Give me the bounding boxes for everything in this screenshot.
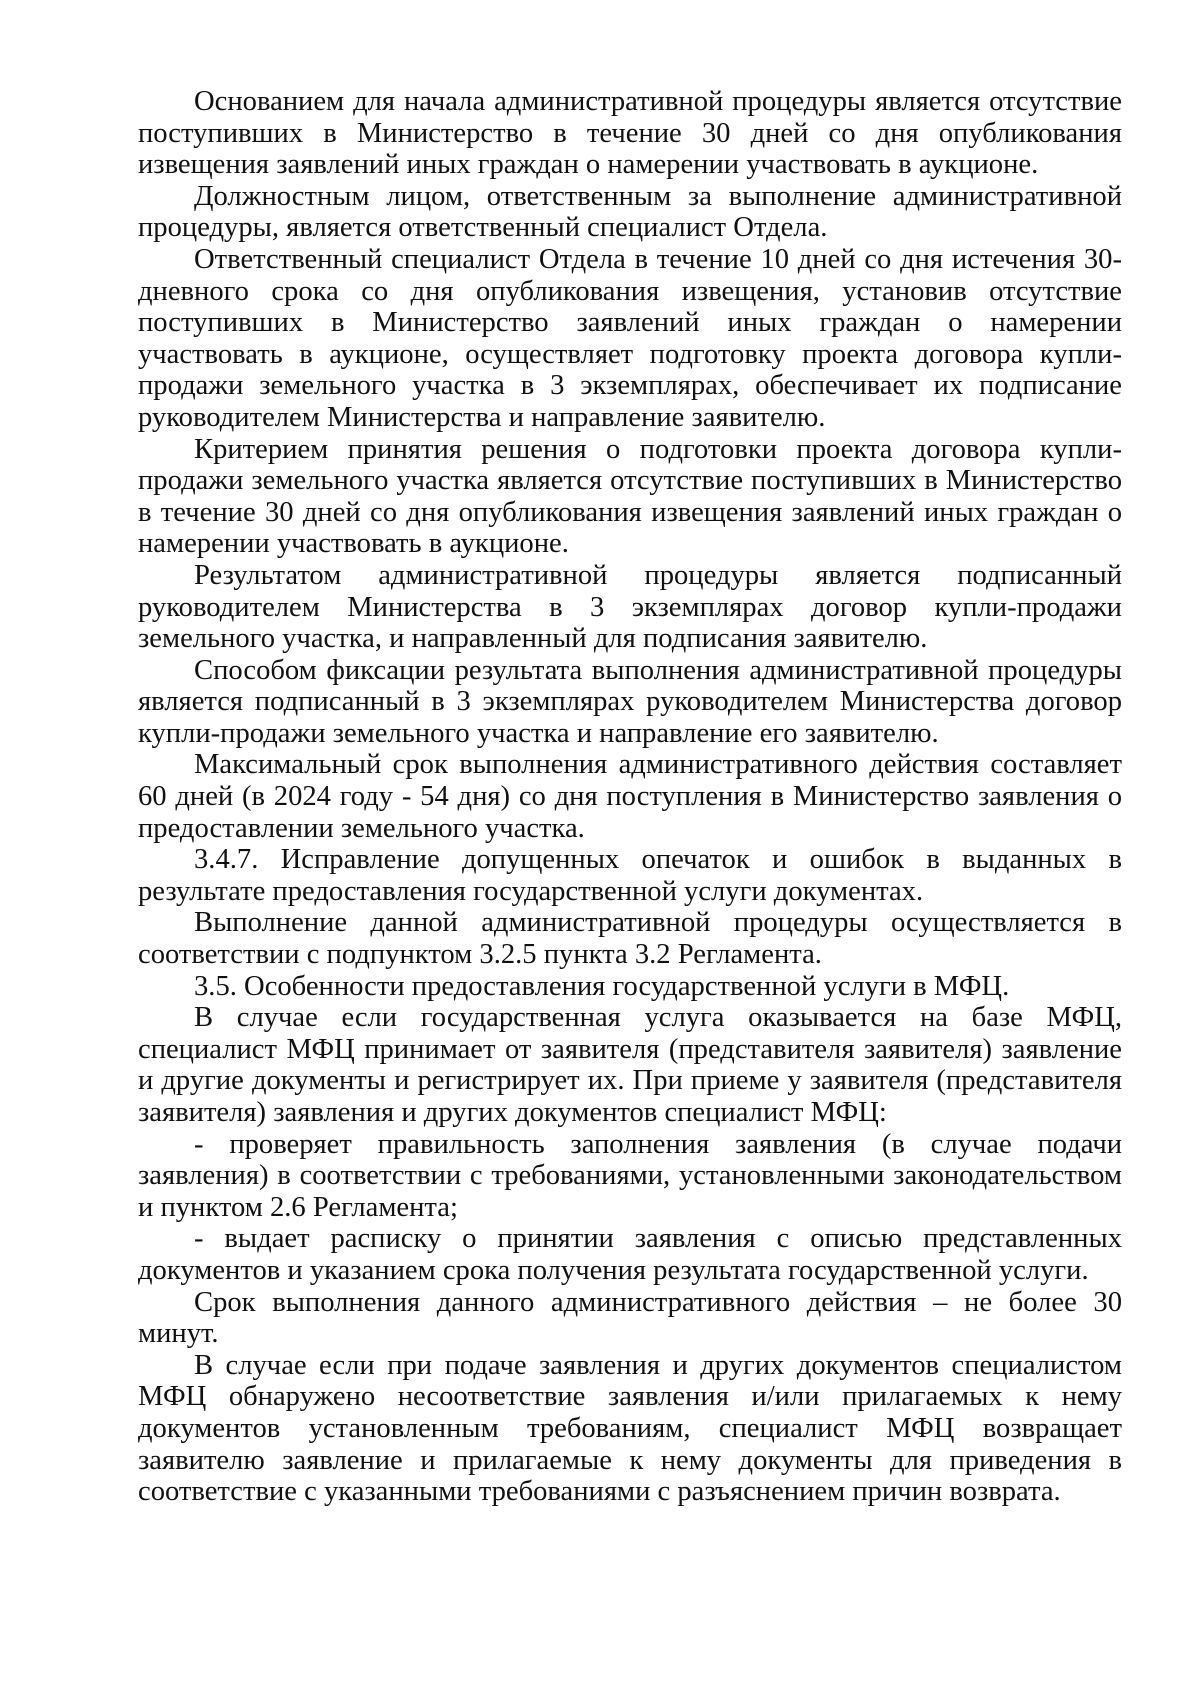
list-item-check-application: - проверяет правильность заполнения заявления (в случае подачи заявления) в соответствии с требованиями, установленными законодательством и пунктом 2.6 Регламента;: [138, 1128, 1122, 1223]
paragraph-procedure-basis: Основанием для начала административной процедуры является отсутствие поступивших в Министерство в течение 30 дней со дня опубликования извещения заявлений иных граждан о намерении участвовать в аукционе.: [138, 86, 1122, 181]
paragraph-responsible-official: Должностным лицом, ответственным за выполнение административной процедуры, является ответственный специалист Отдела.: [138, 180, 1122, 244]
paragraph-section-3-5: 3.5. Особенности предоставления государственной услуги в МФЦ.: [194, 970, 1010, 1002]
paragraph-procedure-result: Результатом административной процедуры является подписанный руководителем Министерства в 3 экземплярах договор купли-продажи земельного участка, и направленный для подписания заявителю.: [138, 559, 1122, 655]
paragraph-section-3-4-7: 3.4.7. Исправление допущенных опечаток и ошибок в выданных в результате предоставления государственной услуги документах.: [138, 844, 1122, 907]
paragraph-procedure-execution: Выполнение данной административной процедуры осуществляется в соответствии с подпунктом 3.2.5 пункта 3.2 Регламента.: [138, 907, 1122, 971]
paragraph-result-fixation: Способом фиксации результата выполнения административной процедуры является подписанный в 3 экземплярах руководителем Министерства договор купли-продажи земельного участка и направление его заявителю.: [138, 654, 1122, 749]
document-body: [138, 86, 1122, 1508]
paragraph-mfc-acceptance: В случае если государственная услуга оказывается на базе МФЦ, специалист МФЦ принимает от заявителя (представителя заявителя) заявление и другие документы и регистрирует их. При приеме у заявителя (представителя заявителя) заявления и других документов специалист МФЦ:: [138, 1002, 1122, 1128]
paragraph-maximum-term: Максимальный срок выполнения административного действия составляет 60 дней (в 2024 году - 54 дня) со дня поступления в Министерство заявления о предоставлении земельного участка.: [138, 749, 1122, 844]
list-item-issue-receipt: - выдает расписку о принятии заявления с описью представленных документов и указанием срока получения результата государственной услуги.: [138, 1223, 1122, 1286]
paragraph-return-documents: В случае если при подаче заявления и других документов специалистом МФЦ обнаружено несоответствие заявления и/или прилагаемых к нему документов установленным требованиям, специалист МФЦ возвращает заявителю заявление и прилагаемые к нему документы для приведения в соответствие с указанными требованиями с разъяснением причин возврата.: [138, 1349, 1122, 1508]
paragraph-contract-preparation: Ответственный специалист Отдела в течение 10 дней со дня истечения 30-дневного срока со дня опубликования извещения, установив отсутствие поступивших в Министерство заявлений иных граждан о намерении участвовать в аукционе, осуществляет подготовку проекта договора купли-продажи земельного участка в 3 экземплярах, обеспечивает их подписание руководителем Министерства и направление заявителю.: [138, 243, 1122, 433]
paragraph-action-term: Срок выполнения данного административного действия – не более 30 минут.: [138, 1286, 1122, 1350]
paragraph-decision-criterion: Критерием принятия решения о подготовки проекта договора купли-продажи земельного участка является отсутствие поступивших в Министерство в течение 30 дней со дня опубликования извещения заявлений иных граждан о намерении участвовать в аукционе.: [138, 433, 1122, 560]
